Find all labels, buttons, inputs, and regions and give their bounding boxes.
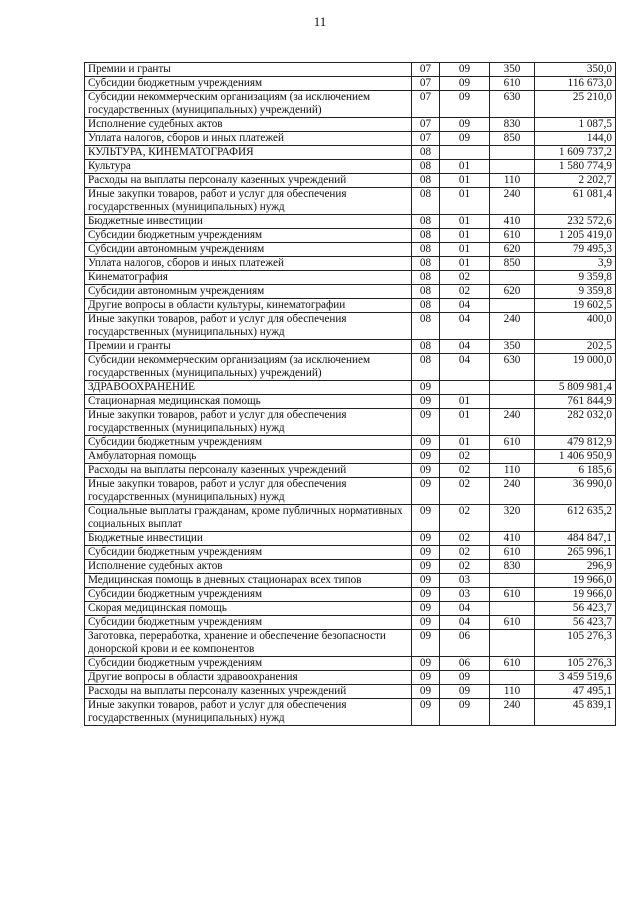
row-section-cell: 07 xyxy=(412,118,440,132)
table-row xyxy=(85,546,616,560)
row-amount-cell: 761 844,9 xyxy=(535,395,616,409)
table-row xyxy=(85,91,616,118)
row-subsection-cell: 02 xyxy=(440,464,490,478)
row-subsection-cell: 02 xyxy=(440,546,490,560)
table-row xyxy=(85,340,616,354)
row-name-cell: Медицинская помощь в дневных стационарах всех типов xyxy=(85,574,412,588)
row-name-cell: Субсидии некоммерческим организациям (за исключением государственных (муниципальных) учреждений) xyxy=(85,354,412,381)
budget-table xyxy=(84,62,616,726)
table-row xyxy=(85,243,616,257)
row-subsection-cell: 02 xyxy=(440,532,490,546)
row-section-cell: 09 xyxy=(412,395,440,409)
row-amount-cell: 36 990,0 xyxy=(535,478,616,505)
row-expense-type-cell: 830 xyxy=(490,560,535,574)
row-section-cell: 08 xyxy=(412,160,440,174)
row-amount-cell: 105 276,3 xyxy=(535,657,616,671)
row-amount-cell: 479 812,9 xyxy=(535,436,616,450)
row-expense-type-cell: 850 xyxy=(490,257,535,271)
table-row xyxy=(85,146,616,160)
row-section-cell: 08 xyxy=(412,243,440,257)
table-row xyxy=(85,505,616,532)
row-expense-type-cell: 610 xyxy=(490,588,535,602)
row-subsection-cell: 09 xyxy=(440,132,490,146)
row-expense-type-cell: 240 xyxy=(490,478,535,505)
row-subsection-cell: 04 xyxy=(440,602,490,616)
row-expense-type-cell: 410 xyxy=(490,532,535,546)
row-name-cell: Иные закупки товаров, работ и услуг для обеспечения государственных (муниципальных) нужд xyxy=(85,313,412,340)
table-row xyxy=(85,436,616,450)
row-section-cell: 09 xyxy=(412,464,440,478)
row-expense-type-cell xyxy=(490,146,535,160)
row-section-cell: 08 xyxy=(412,215,440,229)
row-expense-type-cell: 620 xyxy=(490,285,535,299)
row-subsection-cell: 09 xyxy=(440,118,490,132)
row-expense-type-cell xyxy=(490,630,535,657)
row-section-cell: 09 xyxy=(412,546,440,560)
row-expense-type-cell: 240 xyxy=(490,699,535,726)
row-section-cell: 09 xyxy=(412,657,440,671)
row-subsection-cell: 06 xyxy=(440,630,490,657)
row-name-cell: Бюджетные инвестиции xyxy=(85,215,412,229)
row-expense-type-cell: 240 xyxy=(490,313,535,340)
row-name-cell: Расходы на выплаты персоналу казенных учреждений xyxy=(85,464,412,478)
row-expense-type-cell: 240 xyxy=(490,188,535,215)
row-subsection-cell: 06 xyxy=(440,657,490,671)
row-subsection-cell: 03 xyxy=(440,574,490,588)
row-section-cell: 08 xyxy=(412,257,440,271)
row-subsection-cell: 01 xyxy=(440,174,490,188)
row-section-cell: 09 xyxy=(412,616,440,630)
row-amount-cell: 400,0 xyxy=(535,313,616,340)
row-expense-type-cell: 240 xyxy=(490,409,535,436)
row-section-cell: 07 xyxy=(412,132,440,146)
row-subsection-cell: 01 xyxy=(440,215,490,229)
row-expense-type-cell: 630 xyxy=(490,354,535,381)
row-expense-type-cell xyxy=(490,160,535,174)
row-subsection-cell: 09 xyxy=(440,699,490,726)
table-row xyxy=(85,409,616,436)
row-amount-cell: 232 572,6 xyxy=(535,215,616,229)
row-expense-type-cell xyxy=(490,271,535,285)
row-section-cell: 09 xyxy=(412,436,440,450)
row-section-cell: 07 xyxy=(412,63,440,77)
row-section-cell: 09 xyxy=(412,699,440,726)
row-section-cell: 09 xyxy=(412,532,440,546)
row-expense-type-cell: 610 xyxy=(490,657,535,671)
row-name-cell: Субсидии бюджетным учреждениям xyxy=(85,229,412,243)
table-row xyxy=(85,313,616,340)
row-subsection-cell: 01 xyxy=(440,243,490,257)
row-amount-cell: 612 635,2 xyxy=(535,505,616,532)
row-subsection-cell: 04 xyxy=(440,616,490,630)
row-section-cell: 08 xyxy=(412,188,440,215)
row-expense-type-cell: 350 xyxy=(490,340,535,354)
row-amount-cell: 116 673,0 xyxy=(535,77,616,91)
row-amount-cell: 1 087,5 xyxy=(535,118,616,132)
row-amount-cell: 61 081,4 xyxy=(535,188,616,215)
row-amount-cell: 56 423,7 xyxy=(535,602,616,616)
table-row xyxy=(85,229,616,243)
table-row xyxy=(85,560,616,574)
row-amount-cell: 3 459 519,6 xyxy=(535,671,616,685)
row-amount-cell: 105 276,3 xyxy=(535,630,616,657)
row-expense-type-cell: 850 xyxy=(490,132,535,146)
row-amount-cell: 9 359,8 xyxy=(535,285,616,299)
row-subsection-cell: 03 xyxy=(440,588,490,602)
table-row xyxy=(85,299,616,313)
table-row xyxy=(85,657,616,671)
row-name-cell: КУЛЬТУРА, КИНЕМАТОГРАФИЯ xyxy=(85,146,412,160)
row-name-cell: Другие вопросы в области культуры, кинематографии xyxy=(85,299,412,313)
row-name-cell: Субсидии некоммерческим организациям (за исключением государственных (муниципальных) учреждений) xyxy=(85,91,412,118)
row-name-cell: Социальные выплаты гражданам, кроме публичных нормативных социальных выплат xyxy=(85,505,412,532)
table-row xyxy=(85,381,616,395)
row-subsection-cell: 01 xyxy=(440,229,490,243)
table-row xyxy=(85,285,616,299)
row-subsection-cell: 01 xyxy=(440,257,490,271)
row-name-cell: Иные закупки товаров, работ и услуг для обеспечения государственных (муниципальных) нужд xyxy=(85,478,412,505)
row-expense-type-cell: 610 xyxy=(490,436,535,450)
row-amount-cell: 1 580 774,9 xyxy=(535,160,616,174)
table-row xyxy=(85,450,616,464)
row-amount-cell: 79 495,3 xyxy=(535,243,616,257)
row-name-cell: Расходы на выплаты персоналу казенных учреждений xyxy=(85,685,412,699)
table-row xyxy=(85,188,616,215)
row-subsection-cell: 09 xyxy=(440,91,490,118)
row-subsection-cell: 01 xyxy=(440,395,490,409)
row-expense-type-cell: 320 xyxy=(490,505,535,532)
row-subsection-cell: 02 xyxy=(440,271,490,285)
row-section-cell: 09 xyxy=(412,381,440,395)
table-row xyxy=(85,215,616,229)
table-row xyxy=(85,532,616,546)
row-section-cell: 09 xyxy=(412,588,440,602)
row-section-cell: 09 xyxy=(412,671,440,685)
row-subsection-cell xyxy=(440,381,490,395)
row-name-cell: Премии и гранты xyxy=(85,63,412,77)
row-expense-type-cell xyxy=(490,299,535,313)
row-name-cell: Субсидии бюджетным учреждениям xyxy=(85,616,412,630)
row-section-cell: 08 xyxy=(412,354,440,381)
table-row xyxy=(85,685,616,699)
row-subsection-cell: 02 xyxy=(440,478,490,505)
row-subsection-cell: 02 xyxy=(440,505,490,532)
row-name-cell: Скорая медицинская помощь xyxy=(85,602,412,616)
row-amount-cell: 56 423,7 xyxy=(535,616,616,630)
row-section-cell: 08 xyxy=(412,271,440,285)
row-expense-type-cell xyxy=(490,602,535,616)
row-name-cell: Субсидии бюджетным учреждениям xyxy=(85,657,412,671)
row-expense-type-cell xyxy=(490,671,535,685)
row-amount-cell: 1 406 950,9 xyxy=(535,450,616,464)
row-subsection-cell: 02 xyxy=(440,450,490,464)
table-row xyxy=(85,160,616,174)
row-name-cell: Амбулаторная помощь xyxy=(85,450,412,464)
row-section-cell: 09 xyxy=(412,574,440,588)
row-amount-cell: 282 032,0 xyxy=(535,409,616,436)
row-amount-cell: 47 495,1 xyxy=(535,685,616,699)
row-amount-cell: 5 809 981,4 xyxy=(535,381,616,395)
row-subsection-cell: 01 xyxy=(440,188,490,215)
row-name-cell: Кинематография xyxy=(85,271,412,285)
row-name-cell: Иные закупки товаров, работ и услуг для обеспечения государственных (муниципальных) нужд xyxy=(85,188,412,215)
table-row xyxy=(85,671,616,685)
row-subsection-cell: 04 xyxy=(440,354,490,381)
row-section-cell: 08 xyxy=(412,285,440,299)
row-name-cell: Уплата налогов, сборов и иных платежей xyxy=(85,257,412,271)
row-subsection-cell: 09 xyxy=(440,63,490,77)
row-amount-cell: 6 185,6 xyxy=(535,464,616,478)
row-expense-type-cell xyxy=(490,381,535,395)
row-name-cell: Исполнение судебных актов xyxy=(85,118,412,132)
row-amount-cell: 296,9 xyxy=(535,560,616,574)
row-name-cell: ЗДРАВООХРАНЕНИЕ xyxy=(85,381,412,395)
row-section-cell: 09 xyxy=(412,409,440,436)
row-amount-cell: 19 966,0 xyxy=(535,574,616,588)
row-expense-type-cell: 610 xyxy=(490,546,535,560)
row-subsection-cell: 04 xyxy=(440,340,490,354)
row-expense-type-cell xyxy=(490,395,535,409)
row-name-cell: Бюджетные инвестиции xyxy=(85,532,412,546)
row-amount-cell: 1 609 737,2 xyxy=(535,146,616,160)
row-section-cell: 08 xyxy=(412,146,440,160)
row-subsection-cell: 09 xyxy=(440,671,490,685)
row-amount-cell: 19 000,0 xyxy=(535,354,616,381)
row-expense-type-cell: 110 xyxy=(490,685,535,699)
row-amount-cell: 2 202,7 xyxy=(535,174,616,188)
row-amount-cell: 25 210,0 xyxy=(535,91,616,118)
row-expense-type-cell: 830 xyxy=(490,118,535,132)
row-expense-type-cell: 110 xyxy=(490,174,535,188)
row-expense-type-cell xyxy=(490,574,535,588)
row-name-cell: Уплата налогов, сборов и иных платежей xyxy=(85,132,412,146)
row-section-cell: 08 xyxy=(412,174,440,188)
row-amount-cell: 265 996,1 xyxy=(535,546,616,560)
row-subsection-cell xyxy=(440,146,490,160)
row-subsection-cell: 02 xyxy=(440,285,490,299)
row-name-cell: Субсидии бюджетным учреждениям xyxy=(85,77,412,91)
row-section-cell: 09 xyxy=(412,560,440,574)
row-section-cell: 08 xyxy=(412,229,440,243)
row-amount-cell: 19 602,5 xyxy=(535,299,616,313)
row-section-cell: 09 xyxy=(412,630,440,657)
row-subsection-cell: 09 xyxy=(440,685,490,699)
row-amount-cell: 19 966,0 xyxy=(535,588,616,602)
table-row xyxy=(85,630,616,657)
table-row xyxy=(85,602,616,616)
row-expense-type-cell: 620 xyxy=(490,243,535,257)
row-amount-cell: 45 839,1 xyxy=(535,699,616,726)
row-expense-type-cell: 610 xyxy=(490,616,535,630)
row-section-cell: 09 xyxy=(412,450,440,464)
table-row xyxy=(85,588,616,602)
table-row xyxy=(85,132,616,146)
table-row xyxy=(85,574,616,588)
row-amount-cell: 9 359,8 xyxy=(535,271,616,285)
row-section-cell: 09 xyxy=(412,685,440,699)
table-row xyxy=(85,395,616,409)
row-expense-type-cell: 610 xyxy=(490,229,535,243)
table-row xyxy=(85,118,616,132)
row-name-cell: Расходы на выплаты персоналу казенных учреждений xyxy=(85,174,412,188)
row-subsection-cell: 01 xyxy=(440,436,490,450)
row-name-cell: Субсидии автономным учреждениям xyxy=(85,243,412,257)
row-section-cell: 08 xyxy=(412,340,440,354)
row-amount-cell: 350,0 xyxy=(535,63,616,77)
table-row xyxy=(85,77,616,91)
row-subsection-cell: 02 xyxy=(440,560,490,574)
row-name-cell: Заготовка, переработка, хранение и обеспечение безопасности донорской крови и ее компонентов xyxy=(85,630,412,657)
row-amount-cell: 1 205 419,0 xyxy=(535,229,616,243)
row-name-cell: Исполнение судебных актов xyxy=(85,560,412,574)
row-amount-cell: 144,0 xyxy=(535,132,616,146)
table-row xyxy=(85,464,616,478)
row-section-cell: 07 xyxy=(412,77,440,91)
row-section-cell: 08 xyxy=(412,299,440,313)
row-name-cell: Субсидии бюджетным учреждениям xyxy=(85,546,412,560)
row-name-cell: Субсидии автономным учреждениям xyxy=(85,285,412,299)
table-row xyxy=(85,257,616,271)
row-amount-cell: 484 847,1 xyxy=(535,532,616,546)
row-name-cell: Культура xyxy=(85,160,412,174)
table-row xyxy=(85,174,616,188)
row-expense-type-cell: 350 xyxy=(490,63,535,77)
budget-table-body xyxy=(85,63,616,726)
table-row xyxy=(85,616,616,630)
row-subsection-cell: 09 xyxy=(440,77,490,91)
row-name-cell: Субсидии бюджетным учреждениям xyxy=(85,436,412,450)
row-expense-type-cell: 410 xyxy=(490,215,535,229)
table-row xyxy=(85,271,616,285)
row-amount-cell: 3,9 xyxy=(535,257,616,271)
row-section-cell: 07 xyxy=(412,91,440,118)
row-subsection-cell: 01 xyxy=(440,160,490,174)
page-number: 11 xyxy=(313,14,327,29)
row-section-cell: 09 xyxy=(412,602,440,616)
row-section-cell: 09 xyxy=(412,478,440,505)
row-subsection-cell: 01 xyxy=(440,409,490,436)
table-row xyxy=(85,63,616,77)
row-name-cell: Премии и гранты xyxy=(85,340,412,354)
row-expense-type-cell xyxy=(490,450,535,464)
row-amount-cell: 202,5 xyxy=(535,340,616,354)
row-expense-type-cell: 610 xyxy=(490,77,535,91)
row-subsection-cell: 04 xyxy=(440,313,490,340)
table-row xyxy=(85,478,616,505)
row-section-cell: 09 xyxy=(412,505,440,532)
table-row xyxy=(85,699,616,726)
row-name-cell: Другие вопросы в области здравоохранения xyxy=(85,671,412,685)
row-expense-type-cell: 110 xyxy=(490,464,535,478)
row-expense-type-cell: 630 xyxy=(490,91,535,118)
table-row xyxy=(85,354,616,381)
row-name-cell: Стационарная медицинская помощь xyxy=(85,395,412,409)
row-subsection-cell: 04 xyxy=(440,299,490,313)
row-name-cell: Иные закупки товаров, работ и услуг для обеспечения государственных (муниципальных) нужд xyxy=(85,699,412,726)
row-name-cell: Иные закупки товаров, работ и услуг для обеспечения государственных (муниципальных) нужд xyxy=(85,409,412,436)
row-section-cell: 08 xyxy=(412,313,440,340)
row-name-cell: Субсидии бюджетным учреждениям xyxy=(85,588,412,602)
